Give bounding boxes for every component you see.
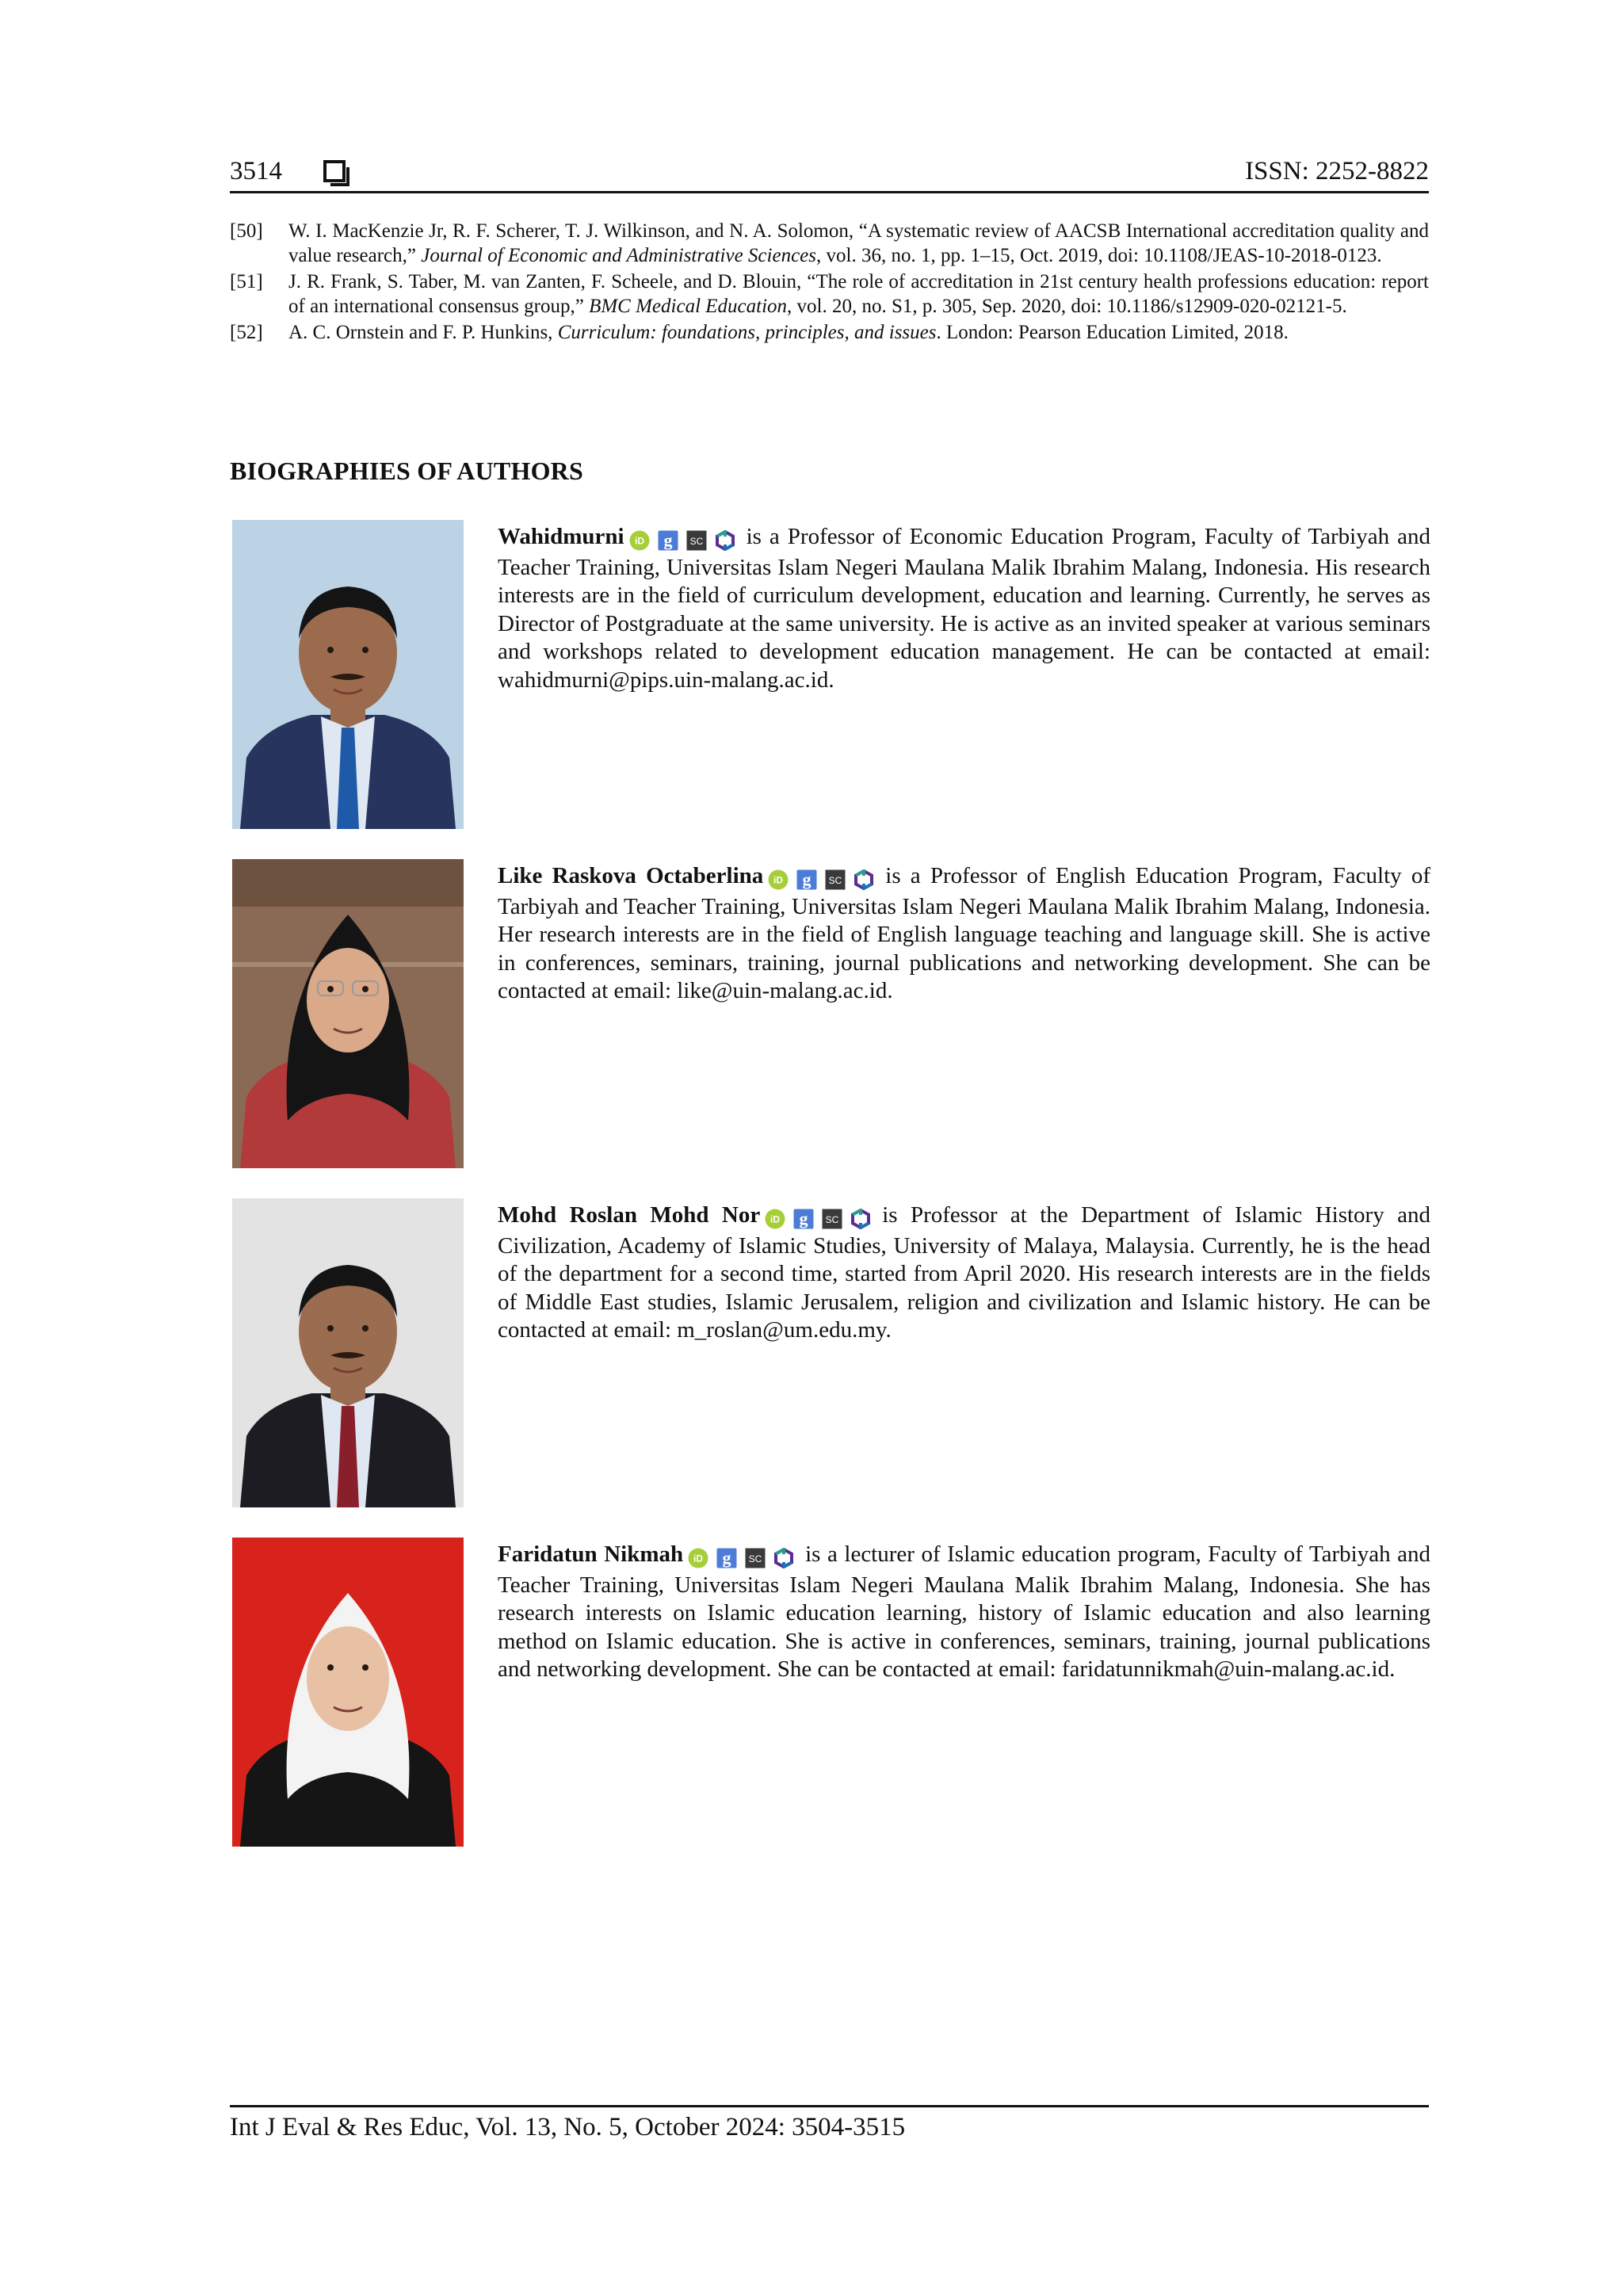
svg-text:SC: SC: [825, 1214, 839, 1226]
reference-item: [230, 269, 1429, 319]
author-photo: [232, 520, 464, 829]
author-bio-text: [498, 1201, 1430, 1345]
author-description: is a Professor of English Education Program, Faculty of Tarbiyah and Teacher Training, Universitas Islam Negeri Maulana Malik Ibrahim Malang, Indonesia. Her research interests are in the field of English language teaching and language skill. She is active in conferences, seminars, training, journal publications and networking development. She can be contacted at email: like@uin-malang.ac.id.: [498, 863, 1430, 1003]
svg-text:iD: iD: [634, 535, 644, 547]
scopus-icon[interactable]: [825, 869, 846, 890]
scopus-icon[interactable]: [745, 1548, 766, 1568]
reference-journal: Curriculum: foundations, principles, and issues: [557, 322, 937, 343]
profile-icons: [688, 1543, 802, 1572]
google-scholar-icon[interactable]: [716, 1548, 737, 1568]
author-name: Wahidmurni: [498, 524, 624, 549]
author-bio-text: [498, 1541, 1430, 1684]
reference-details: , vol. 36, no. 1, pp. 1–15, Oct. 2019, doi: 10.1108/JEAS-10-2018-0123.: [816, 245, 1382, 266]
scopus-icon[interactable]: [686, 530, 707, 551]
footer-citation: Int J Eval & Res Educ, Vol. 13, No. 5, October 2024: 3504-3515: [230, 2113, 906, 2141]
scopus-icon[interactable]: [822, 1209, 842, 1229]
svg-text:SC: SC: [828, 875, 842, 887]
reference-journal: BMC Medical Education: [589, 296, 788, 317]
footer-rule: [230, 2105, 1429, 2107]
author-bio: [230, 520, 1430, 831]
google-scholar-icon[interactable]: [793, 1209, 814, 1229]
header-rule: [230, 191, 1429, 193]
author-bio: [230, 1538, 1430, 1848]
google-scholar-icon[interactable]: [658, 530, 678, 551]
author-bio-text: [498, 862, 1430, 1006]
author-description: is a lecturer of Islamic education program, Faculty of Tarbiyah and Teacher Training, Universitas Islam Negeri Maulana Malik Ibrahim Malang, Indonesia. She has research interests on Islamic education learning, history of Islamic education and also learning method on Islamic education. She is active in conferences, seminars, training, journal publications and networking development. She can be contacted at email: faridatunnikmah@uin-malang.ac.id.: [498, 1541, 1430, 1682]
publons-icon[interactable]: [773, 1548, 794, 1568]
section-heading: BIOGRAPHIES OF AUTHORS: [230, 457, 583, 485]
reference-journal: Journal of Economic and Administrative Sciences: [421, 245, 816, 266]
reference-authors-title: J. R. Frank, S. Taber, M. van Zanten, F. Scheele, and D. Blouin, “The role of accreditation in 21st century health professions education: report of an international consensus group,”: [288, 271, 1429, 317]
author-bio-text: [498, 523, 1430, 694]
orcid-icon[interactable]: [765, 1209, 785, 1229]
profile-icons: [768, 865, 882, 893]
reference-number: [51]: [230, 271, 263, 292]
author-bio: [230, 859, 1430, 1170]
reference-item: [230, 320, 1429, 345]
author-name: Faridatun Nikmah: [498, 1541, 684, 1567]
square-bullet-icon: [323, 160, 346, 182]
svg-text:g: g: [663, 530, 673, 551]
svg-text:SC: SC: [689, 536, 703, 548]
svg-text:iD: iD: [770, 1213, 781, 1225]
orcid-icon[interactable]: [629, 530, 650, 551]
reference-authors-title: W. I. MacKenzie Jr, R. F. Scherer, T. J. Wilkinson, and N. A. Solomon, “A systematic review of AACSB International accreditation quality and value research,”: [288, 220, 1429, 266]
publons-icon[interactable]: [854, 869, 874, 890]
author-photo: [232, 1198, 464, 1507]
publons-icon[interactable]: [850, 1209, 871, 1229]
google-scholar-icon[interactable]: [796, 869, 817, 890]
issn-label: ISSN: 2252-8822: [1245, 157, 1429, 185]
author-name: Mohd Roslan Mohd Nor: [498, 1202, 761, 1228]
reference-details: , vol. 20, no. S1, p. 305, Sep. 2020, doi: 10.1186/s12909-020-02121-5.: [787, 296, 1347, 317]
author-description: is a Professor of Economic Education Program, Faculty of Tarbiyah and Teacher Training, Universitas Islam Negeri Maulana Malik Ibrahim Malang, Indonesia. His research interests are in the field of curriculum development, education and learning. Currently, he serves as Director of Postgraduate at the same university. He is active as an invited speaker at various seminars and workshops related to development education management. He can be contacted at email: wahidmurni@pips.uin-malang.ac.id.: [498, 524, 1430, 693]
author-photo: [232, 859, 464, 1168]
svg-text:g: g: [799, 1209, 808, 1229]
svg-text:SC: SC: [748, 1553, 762, 1565]
author-photo: [232, 1538, 464, 1847]
author-bio: [230, 1198, 1430, 1509]
reference-authors-title: A. C. Ornstein and F. P. Hunkins,: [288, 322, 558, 343]
svg-text:iD: iD: [773, 874, 784, 886]
reference-item: [230, 219, 1429, 268]
profile-icons: [765, 1204, 879, 1232]
page-number: 3514: [230, 157, 282, 185]
orcid-icon[interactable]: [688, 1548, 708, 1568]
reference-number: [50]: [230, 220, 263, 242]
page-header: [230, 155, 1429, 192]
orcid-icon[interactable]: [768, 869, 789, 890]
author-name: Like Raskova Octaberlina: [498, 863, 764, 888]
author-description: is Professor at the Department of Islamic History and Civilization, Academy of Islamic Studies, University of Malaya, Malaysia. Currently, he is the head of the department for a second time, started from April 2020. His research interests are in the fields of Middle East studies, Islamic Jerusalem, religion and civilization and Islamic history. He can be contacted at email: m_roslan@um.edu.my.: [498, 1202, 1430, 1343]
svg-text:g: g: [802, 869, 812, 890]
svg-text:iD: iD: [693, 1553, 704, 1564]
reference-list: [230, 219, 1429, 346]
publons-icon[interactable]: [715, 530, 735, 551]
svg-text:g: g: [722, 1548, 731, 1568]
reference-number: [52]: [230, 322, 263, 343]
profile-icons: [629, 525, 743, 554]
reference-details: . London: Pearson Education Limited, 2018.: [936, 322, 1289, 343]
